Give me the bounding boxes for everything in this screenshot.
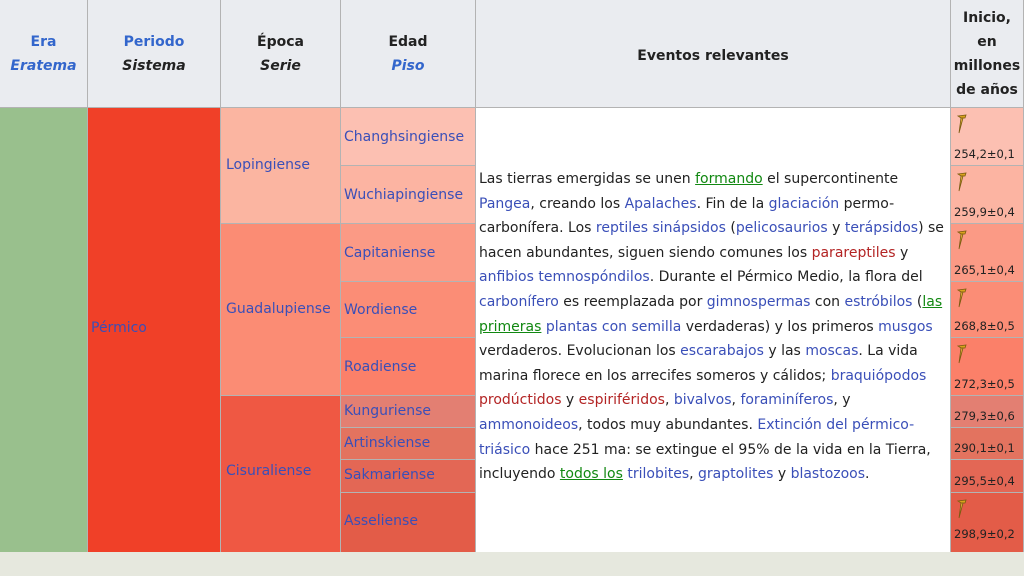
events-link[interactable]: terápsidos — [844, 220, 919, 237]
events-link[interactable]: formando — [695, 171, 763, 187]
start-value: 254,2±0,1 — [954, 147, 1015, 161]
page-bottom-bar — [0, 552, 1024, 576]
era-cell — [0, 108, 88, 552]
golden-spike-icon[interactable] — [955, 114, 969, 134]
header-epoca-label: Época — [257, 33, 304, 50]
start-cell-1 — [951, 166, 1024, 224]
events-text-segment: y — [561, 392, 579, 409]
start-value: 295,5±0,4 — [954, 474, 1015, 488]
start-value: 279,3±0,6 — [954, 409, 1015, 423]
start-cell-7 — [951, 460, 1024, 493]
start-value: 298,9±0,2 — [954, 527, 1015, 541]
header-serie-label: Serie — [260, 57, 301, 74]
stage-cell-artinskiense — [341, 428, 476, 460]
events-link[interactable]: estróbilos — [844, 293, 913, 310]
stage-cell-sakmariense — [341, 460, 476, 493]
stage-link-roadiense[interactable]: Roadiense — [344, 359, 417, 375]
start-value: 290,1±0,1 — [954, 441, 1015, 455]
stage-cell-capitaniense — [341, 224, 476, 282]
start-cell-3 — [951, 282, 1024, 338]
events-link[interactable]: las primeras — [479, 293, 943, 335]
events-link[interactable]: carbonífero — [479, 293, 559, 310]
start-value: 268,8±0,5 — [954, 319, 1015, 333]
events-text-segment: , — [664, 392, 674, 409]
stage-link-capitaniense[interactable]: Capitaniense — [344, 245, 436, 261]
stage-cell-wordiense — [341, 282, 476, 338]
header-sistema-label: Sistema — [122, 57, 186, 74]
header-eratema-label[interactable]: Eratema — [10, 57, 77, 74]
events-text-segment: el supercontinente — [762, 171, 899, 187]
header-eventos-label: Eventos relevantes — [637, 48, 789, 64]
header-inicio-line-2: en — [977, 33, 997, 50]
header-era-label[interactable]: Era — [30, 33, 57, 50]
golden-spike-icon[interactable] — [955, 230, 969, 250]
events-text-segment: ) se hacen abundantes, siguen siendo comunes los — [479, 220, 944, 261]
events-link[interactable]: graptolites — [698, 466, 774, 483]
events-text-segment: . La vida marina florece en los arrecifes someros y cálidos; — [479, 343, 918, 384]
events-text-segment: ( — [912, 293, 923, 310]
start-value: 272,3±0,5 — [954, 377, 1015, 391]
events-link[interactable]: musgos — [878, 318, 933, 335]
events-link[interactable]: plantas con semilla — [545, 318, 682, 335]
stage-link-asseliense[interactable]: Asseliense — [344, 513, 418, 529]
events-text-segment: con — [810, 293, 845, 310]
events-link[interactable]: Pangea — [479, 195, 531, 212]
stage-cell-roadiense — [341, 338, 476, 396]
golden-spike-icon[interactable] — [955, 288, 969, 308]
events-link[interactable]: espiriféridos — [578, 392, 665, 409]
header-periodo — [88, 0, 221, 108]
start-cell-0 — [951, 108, 1024, 166]
stage-link-wuchiapingiense[interactable]: Wuchiapingiense — [344, 187, 464, 203]
start-value: 265,1±0,4 — [954, 263, 1015, 277]
stage-link-artinskiense[interactable]: Artinskiense — [344, 435, 431, 451]
golden-spike-icon[interactable] — [955, 344, 969, 364]
events-text-segment: , y — [833, 392, 851, 409]
events-text — [479, 167, 949, 487]
events-link[interactable]: moscas — [805, 343, 859, 360]
start-cell-8 — [951, 493, 1024, 552]
start-cell-4 — [951, 338, 1024, 396]
events-text-segment: y — [895, 244, 909, 261]
events-link[interactable]: bivalvos — [673, 392, 732, 409]
header-periodo-label[interactable]: Periodo — [123, 33, 185, 50]
events-text-segment: verdaderas) y los primeros — [681, 318, 879, 335]
period-link[interactable]: Pérmico — [91, 320, 147, 336]
events-text-segment: . — [865, 466, 870, 483]
stage-cell-kunguriense — [341, 396, 476, 428]
events-link[interactable]: foraminíferos — [740, 392, 834, 409]
events-link[interactable]: Apalaches — [624, 195, 697, 212]
start-value: 259,9±0,4 — [954, 205, 1015, 219]
epoch-link-lopingiense[interactable]: Lopingiense — [226, 157, 310, 173]
header-piso-label[interactable]: Piso — [391, 57, 425, 74]
golden-spike-icon[interactable] — [955, 499, 969, 519]
epoch-cell-guadalupiense — [221, 224, 341, 396]
events-link[interactable]: prodúctidos — [479, 392, 562, 409]
start-cell-6 — [951, 428, 1024, 460]
events-link[interactable]: glaciación — [768, 195, 840, 212]
events-text-segment: permo-carbonífera. Los — [479, 195, 895, 237]
events-text-segment: hace 251 ma: se extingue el 95% de la vida en la Tierra, incluyendo — [479, 441, 931, 483]
header-inicio-line-4: de años — [956, 81, 1018, 98]
stage-link-sakmariense[interactable]: Sakmariense — [344, 467, 435, 483]
stage-link-wordiense[interactable]: Wordiense — [344, 302, 418, 318]
events-text-segment: Las tierras emergidas se unen — [479, 171, 696, 187]
stage-cell-changhsingiense — [341, 108, 476, 166]
header-eventos — [476, 0, 951, 108]
events-link[interactable]: trilobites — [627, 466, 690, 483]
events-text-segment: y — [773, 466, 791, 483]
stage-cell-wuchiapingiense — [341, 166, 476, 224]
events-text-segment: . Fin de la — [696, 195, 769, 212]
header-inicio-line-3: millones — [953, 57, 1021, 74]
events-text-segment: y — [827, 220, 845, 237]
header-era — [0, 0, 88, 108]
events-text-segment: y las — [763, 343, 806, 360]
events-link[interactable]: todos los — [559, 466, 623, 483]
events-text-segment: ( — [725, 220, 736, 237]
header-epoca — [221, 0, 341, 108]
start-cell-2 — [951, 224, 1024, 282]
header-inicio — [951, 0, 1024, 108]
stage-cell-asseliense — [341, 493, 476, 552]
header-edad-label: Edad — [388, 33, 428, 50]
golden-spike-icon[interactable] — [955, 172, 969, 192]
epoch-link-guadalupiense[interactable]: Guadalupiense — [226, 301, 331, 317]
epoch-cell-cisuraliense — [221, 396, 341, 552]
events-text-segment: verdaderos. Evolucionan los — [479, 343, 681, 360]
events-text-segment: , creando los — [530, 195, 625, 212]
events-link[interactable]: escarabajos — [680, 343, 764, 360]
stage-link-kunguriense[interactable]: Kunguriense — [344, 403, 432, 419]
events-link[interactable]: reptiles sinápsidos — [595, 220, 726, 237]
start-cell-5 — [951, 396, 1024, 428]
events-link[interactable]: braquiópodos — [830, 367, 927, 384]
events-link[interactable]: blastozoos — [790, 466, 866, 483]
events-link[interactable]: anfibios temnospóndilos — [479, 269, 650, 286]
events-link[interactable]: pelicosaurios — [735, 220, 828, 237]
events-text-segment: es reemplazada por — [558, 293, 707, 310]
epoch-cell-lopingiense — [221, 108, 341, 224]
events-text-segment: , — [689, 466, 699, 483]
stage-link-changhsingiense[interactable]: Changhsingiense — [344, 129, 465, 145]
events-link[interactable]: gimnospermas — [706, 293, 811, 310]
epoch-link-cisuraliense[interactable]: Cisuraliense — [226, 463, 312, 479]
header-edad — [341, 0, 476, 108]
period-cell — [88, 108, 221, 552]
events-text-segment: . Durante el Pérmico Medio, la flora del — [649, 269, 923, 286]
events-link[interactable]: Extinción del pérmico-triásico — [479, 416, 915, 458]
events-text-segment: , todos muy abundantes. — [578, 416, 758, 433]
events-text-segment: , — [731, 392, 741, 409]
header-inicio-line-1: Inicio, — [962, 9, 1011, 26]
events-link[interactable]: parareptiles — [811, 244, 896, 261]
events-link[interactable]: ammonoideos — [479, 416, 579, 433]
